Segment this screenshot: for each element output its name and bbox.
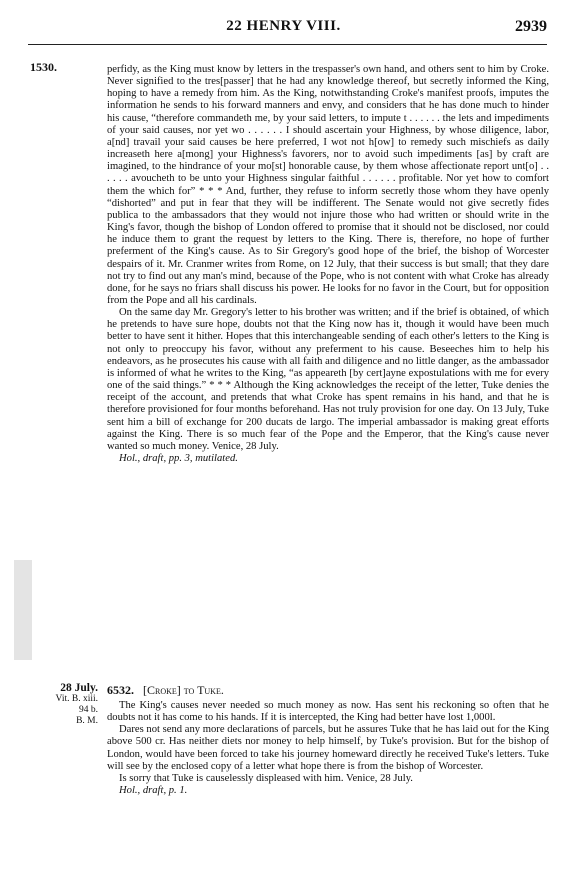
entry-2-source: Hol., draft, p. 1. [119, 785, 188, 797]
entry-2-ref-1: Vit. B. xiii. [55, 694, 98, 704]
entry-2-body [107, 700, 549, 797]
entry-2-paragraph-1: The King's causes never needed so much money as now. Has sent his reckoning so often that he doubts not it has come to his hands. If it is intercepted, the King had better have lost 1,000l. [107, 700, 549, 724]
entry-1-source: Hol., draft, pp. 3, mutilated. [119, 453, 238, 464]
watermark-mark [8, 560, 38, 660]
entry-2-heading [107, 683, 549, 698]
entry-2-title: [Croke] to Tuke. [143, 683, 224, 697]
header-rule [28, 44, 547, 45]
entry-2-paragraph-3: Is sorry that Tuke is causelessly displeased with him. Venice, 28 July. [119, 772, 413, 784]
entry-2-ref-3: B. M. [76, 716, 98, 726]
entry-1-paragraph-2: On the same day Mr. Gregory's letter to his brother was written; and if the brief is obtained, of which he pretends to have sure hope, doubts not that the King now has it, though it would have been much better to have sent it hither. Hopes that this interchangeable sending of each other's letters to the King is not only to preoccupy his favor, without any preferment to his cause. Beseeches him to help his endeavors, as he prosecutes his cause with all faith and diligence and no little danger, as the ambassador is informed of what he writes to the King, “as appeareth [by cert]ayne expostulations with me for every one of the said things.” * * * Although the King acknowledges the receipt of the letter, Tuke denies the receipt of the account, and pretends that what Croke has spent remains in his hand, and that he is therefore provisioned for four months beforehand. Has not truly provision for one day. On 13 July, Tuke sent him a bill of exchange for 200 ducats de largo. The imperial ambassador is making great efforts against the King. There is so much fear of the Pope and the Emperor, that the King's cause never wanted so much money. Venice, 28 July. [107, 307, 549, 452]
page-number: 2939 [515, 18, 547, 35]
entry-2-date: 28 July. [60, 682, 98, 694]
entry-2-number: 6532. [107, 683, 134, 697]
margin-year: 1530. [30, 60, 57, 74]
running-header [0, 18, 567, 40]
entry-1-body [107, 64, 549, 465]
entry-2-margin [26, 683, 98, 727]
entry-2-ref-2: 94 b. [79, 705, 98, 715]
entry-2-paragraph-2: Dares not send any more declarations of parcels, but he assures Tuke that he has laid out for the King above 500 cr. Has neither diets nor money to help himself, by Tuke's provision. But for the bishop of London, would have been forced to take his journey homeward directly he received Tuke's letters. Tuke will see by the enclosed copy of a letter what hope there is from the bishop of Worcester. [107, 724, 549, 772]
running-title: 22 HENRY VIII. [226, 18, 341, 34]
entry-1-paragraph-1: perfidy, as the King must know by letters in the trespasser's own hand, and others sent to him by Croke. Never signified to the tres[passer] that he had any knowledge thereof, but secretly informed the King, hoping to have a remedy from him. As the King, notwithstanding Croke's manifest proofs, imputes the information he sends to his forward manners and envy, and considers that he has done much to hinder his cause, “therefore commandeth me, by your said letters, to impute t . . . . . . the lets and impediments of your said causes, nor yet wo . . . . . . I should ascertain your Highness, by whose diligence, labor, a[nd] travail your said causes be here preferred, I wot not h[ow] to remedy such mischiefs as daily increaseth here a[mong] your Highness's favorers, nor to avoid such impediments [as] by craft are imagined, to the hindrance of your mo[st] honorable cause, by them whose affectionate report unt[o] . . . . . . avoucheth to be unto your Highness singular faithful . . . . . . profitable. Nor yet how to comfort them the which for” * * * And, further, they refuse to inform secretly those whom they have openly “dishorted” and put in fear that they will be indifferent. The Senate would not give secretly fides publica to the ambassadors that they would not injure those who had written or should write in the King's favor, though the bishop of London offered to promise that it should not be disclosed, nor could he induce them to grant the request by letters to the King. There is, therefore, no hope of further preferment of the King's cause. As to Sir Gregory's good hope of the brief, the bishop of Worcester despairs of it. Mr. Cranmer writes from Rome, on 12 July, that their success is but small; that they dare not try to find out any man's mind, because of the Pope, who is not content with what Croke has already done, for he says no friars shall discuss his power. He looks for no favor in the Court, but for opposition from the Pope and all his cardinals. [107, 64, 549, 306]
